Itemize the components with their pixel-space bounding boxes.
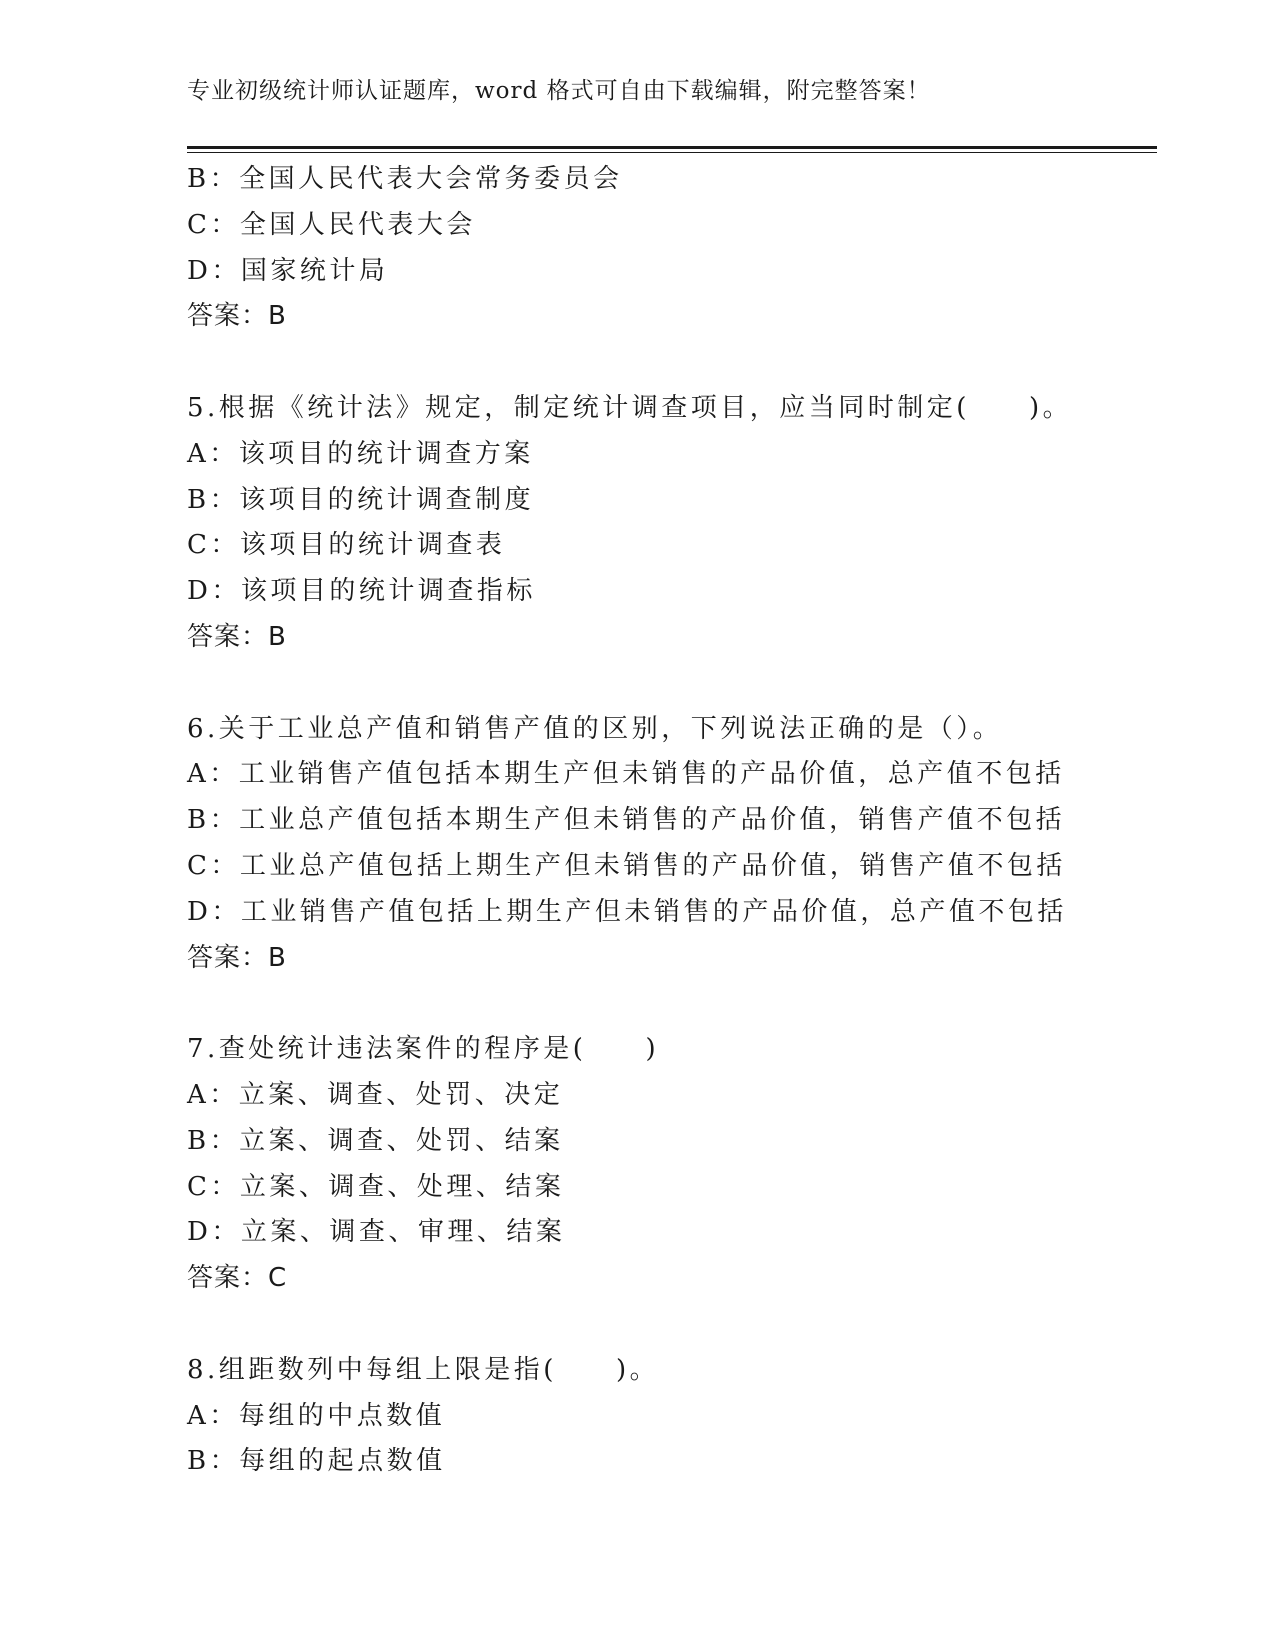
question-list <box>187 157 1157 1485</box>
option-line: D：国家统计局 <box>187 255 389 286</box>
answer-line: 答案：C <box>187 1263 288 1294</box>
option-line: D：立案、调查、审理、结案 <box>187 1217 566 1248</box>
option-line: D：该项目的统计调查指标 <box>187 576 536 607</box>
answer-line: 答案：B <box>187 301 287 332</box>
option-line: C：工业总产值包括上期生产但未销售的产品价值，销售产值不包括 <box>187 850 1066 881</box>
option-line: B：全国人民代表大会常务委员会 <box>187 164 623 194</box>
header-divider-thin <box>187 152 1157 153</box>
option-line: B：工业总产值包括本期生产但未销售的产品价值，销售产值不包括 <box>187 805 1066 836</box>
option-line: A：工业销售产值包括本期生产但未销售的产品价值，总产值不包括 <box>187 759 1065 790</box>
spacer <box>187 661 1157 707</box>
question-line: 6.关于工业总产值和销售产值的区别，下列说法正确的是（）。 <box>187 713 1003 744</box>
option-line: C：立案、调查、处理、结案 <box>187 1171 565 1202</box>
spacer <box>187 1302 1157 1348</box>
spacer <box>187 981 1157 1027</box>
page-header: 专业初级统计师认证题库，word 格式可自由下载编辑，附完整答案！ <box>187 78 931 104</box>
option-line: B：每组的起点数值 <box>187 1446 446 1477</box>
question-line: 8.组距数列中每组上限是指( )。 <box>187 1354 660 1385</box>
question-line: 7.查处统计违法案件的程序是( ) <box>187 1034 660 1065</box>
option-line: B：立案、调查、处罚、结案 <box>187 1125 564 1156</box>
answer-line: 答案：B <box>187 621 287 652</box>
option-line: D：工业销售产值包括上期生产但未销售的产品价值，总产值不包括 <box>187 896 1067 927</box>
question-line: 5.根据《统计法》规定，制定统计调查项目，应当同时制定( )。 <box>187 392 1073 423</box>
option-line: B：该项目的统计调查制度 <box>187 484 535 515</box>
answer-line: 答案：B <box>187 942 287 973</box>
option-line: A：该项目的统计调查方案 <box>187 438 534 469</box>
spacer <box>187 340 1157 386</box>
option-line: A：每组的中点数值 <box>187 1400 446 1431</box>
option-line: C：该项目的统计调查表 <box>187 530 506 561</box>
option-line: C：全国人民代表大会 <box>187 209 476 240</box>
option-line: A：立案、调查、处罚、决定 <box>187 1079 564 1110</box>
header-divider-thick <box>187 146 1157 149</box>
